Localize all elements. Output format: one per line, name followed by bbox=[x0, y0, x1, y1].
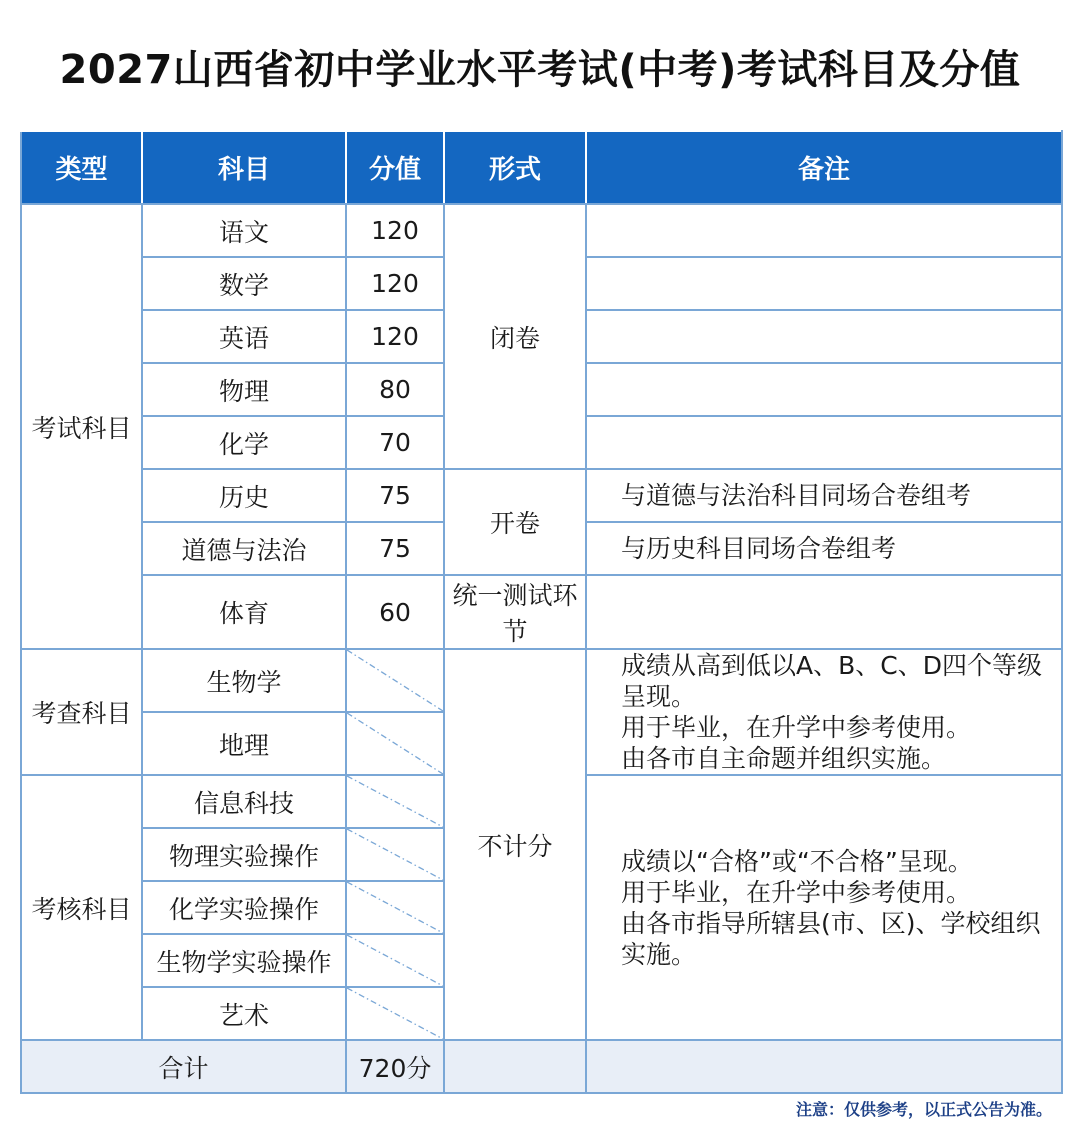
table-row bbox=[21, 575, 1062, 649]
group-check: 考查科目 bbox=[21, 649, 142, 775]
subject-cell: 化学实验操作 bbox=[142, 881, 346, 934]
subject-cell: 地理 bbox=[142, 712, 346, 775]
remark-cell bbox=[586, 310, 1062, 363]
subject-cell: 生物学实验操作 bbox=[142, 934, 346, 987]
score-cell: 80 bbox=[346, 363, 444, 416]
score-empty-slash bbox=[346, 775, 444, 828]
table-row bbox=[21, 649, 1062, 712]
score-cell: 120 bbox=[346, 204, 444, 257]
form-unified: 统一测试环节 bbox=[444, 575, 586, 649]
table-row bbox=[21, 204, 1062, 257]
score-empty-slash bbox=[346, 712, 444, 775]
remark-line: 用于毕业，在升学中参考使用。 bbox=[621, 877, 972, 907]
slash-line bbox=[347, 713, 443, 774]
subjects-table bbox=[20, 130, 1063, 1094]
empty-cell-slash-icon bbox=[347, 713, 443, 774]
empty-cell-slash-icon bbox=[347, 935, 443, 986]
form-open: 开卷 bbox=[444, 469, 586, 575]
total-row bbox=[21, 1040, 1062, 1093]
subject-cell: 数学 bbox=[142, 257, 346, 310]
remark-cell bbox=[586, 204, 1062, 257]
empty-cell-slash-icon bbox=[347, 988, 443, 1039]
subject-cell: 物理实验操作 bbox=[142, 828, 346, 881]
slash-line bbox=[347, 988, 443, 1039]
remark-cell bbox=[586, 575, 1062, 649]
score-empty-slash bbox=[346, 881, 444, 934]
table-row bbox=[21, 469, 1062, 522]
subject-cell: 体育 bbox=[142, 575, 346, 649]
score-empty-slash bbox=[346, 987, 444, 1040]
score-cell: 70 bbox=[346, 416, 444, 469]
form-closed: 闭卷 bbox=[444, 204, 586, 469]
slash-line bbox=[347, 882, 443, 933]
empty-cell-slash-icon bbox=[347, 829, 443, 880]
remark-line: 由各市指导所辖县(市、区)、学校组织实施。 bbox=[621, 908, 1041, 969]
subject-cell: 化学 bbox=[142, 416, 346, 469]
remark-history: 与道德与法治科目同场合卷组考 bbox=[586, 469, 1062, 522]
remark-morality: 与历史科目同场合卷组考 bbox=[586, 522, 1062, 575]
subject-cell: 信息科技 bbox=[142, 775, 346, 828]
subject-cell: 英语 bbox=[142, 310, 346, 363]
group-exam: 考试科目 bbox=[21, 204, 142, 649]
disclaimer-note: 注意：仅供参考，以正式公告为准。 bbox=[795, 1100, 1052, 1119]
empty-cell-slash-icon bbox=[347, 882, 443, 933]
form-not-scored: 不计分 bbox=[444, 649, 586, 1040]
subject-cell: 艺术 bbox=[142, 987, 346, 1040]
header-type: 类型 bbox=[21, 131, 142, 204]
score-empty-slash bbox=[346, 934, 444, 987]
subject-cell: 道德与法治 bbox=[142, 522, 346, 575]
remark-assess bbox=[586, 775, 1062, 1040]
score-cell: 60 bbox=[346, 575, 444, 649]
score-cell: 75 bbox=[346, 522, 444, 575]
slash-line bbox=[347, 829, 443, 880]
empty-cell-slash-icon bbox=[347, 776, 443, 827]
page-title: 2027山西省初中学业水平考试(中考)考试科目及分值 bbox=[59, 47, 1021, 93]
score-cell: 75 bbox=[346, 469, 444, 522]
subject-cell: 历史 bbox=[142, 469, 346, 522]
remark-line: 由各市自主命题并组织实施。 bbox=[621, 744, 947, 773]
header-form: 形式 bbox=[444, 131, 586, 204]
remark-line: 成绩以“合格”或“不合格”呈现。 bbox=[621, 846, 973, 876]
empty-cell-slash-icon bbox=[347, 650, 443, 711]
subject-cell: 物理 bbox=[142, 363, 346, 416]
score-cell: 120 bbox=[346, 310, 444, 363]
remark-cell bbox=[586, 257, 1062, 310]
remark-line: 成绩从高到低以A、B、C、D四个等级呈现。 bbox=[621, 651, 1042, 711]
score-cell: 120 bbox=[346, 257, 444, 310]
slash-line bbox=[347, 650, 443, 711]
total-remark-empty bbox=[586, 1040, 1062, 1093]
group-assess: 考核科目 bbox=[21, 775, 142, 1040]
score-empty-slash bbox=[346, 828, 444, 881]
slash-line bbox=[347, 935, 443, 986]
subject-cell: 语文 bbox=[142, 204, 346, 257]
remark-line: 用于毕业，在升学中参考使用。 bbox=[621, 713, 972, 742]
header-remark: 备注 bbox=[586, 131, 1062, 204]
total-value: 720分 bbox=[346, 1040, 444, 1093]
subject-cell: 生物学 bbox=[142, 649, 346, 712]
total-label: 合计 bbox=[21, 1040, 346, 1093]
slash-line bbox=[347, 776, 443, 827]
header-score: 分值 bbox=[346, 131, 444, 204]
table-header-row bbox=[21, 131, 1062, 204]
remark-check bbox=[586, 649, 1062, 775]
remark-cell bbox=[586, 416, 1062, 469]
remark-cell bbox=[586, 363, 1062, 416]
header-subject: 科目 bbox=[142, 131, 346, 204]
total-form-empty bbox=[444, 1040, 586, 1093]
score-empty-slash bbox=[346, 649, 444, 712]
